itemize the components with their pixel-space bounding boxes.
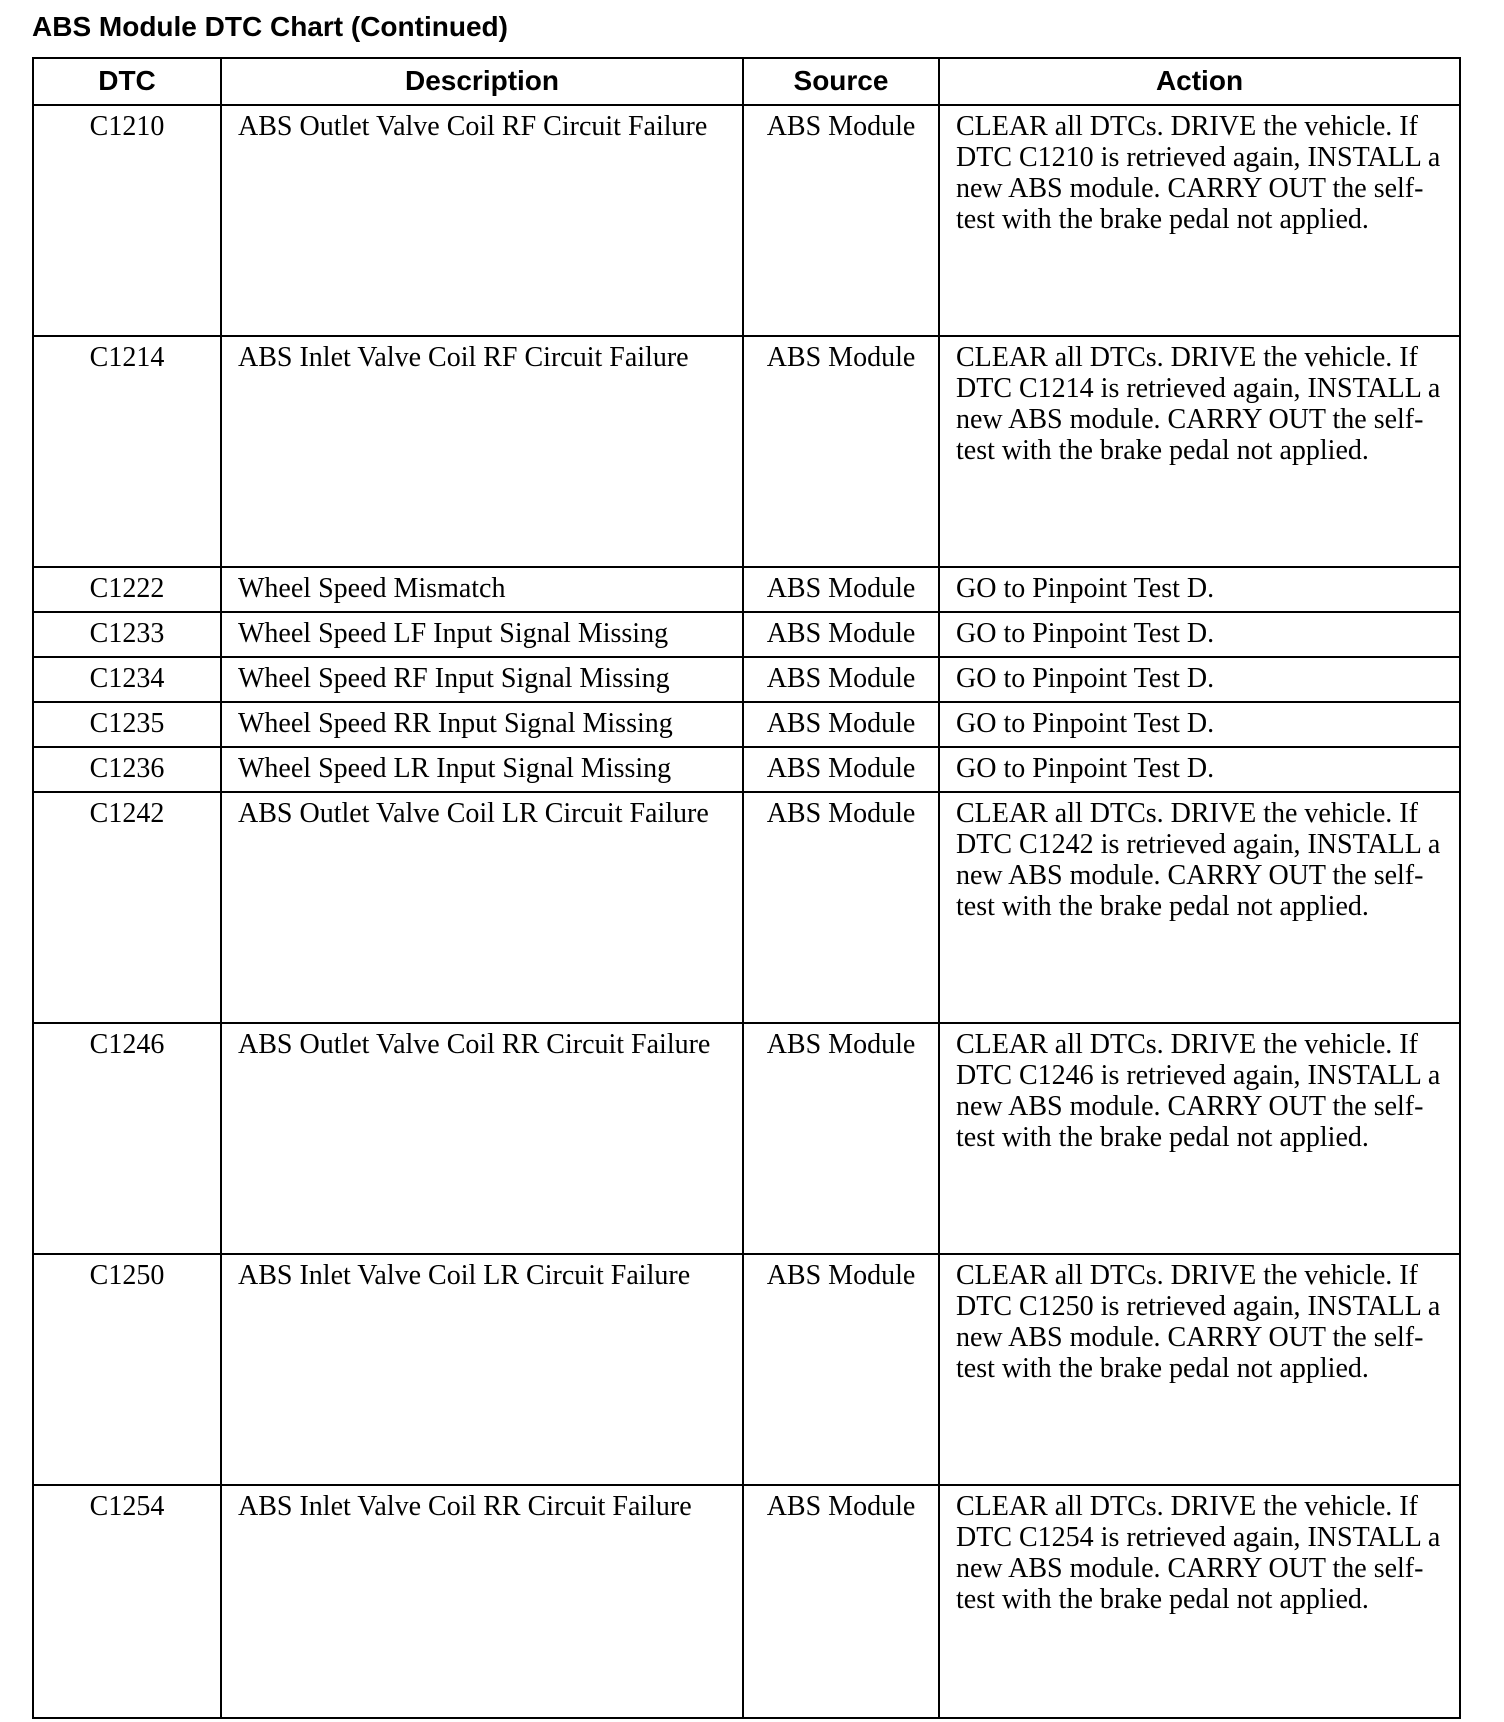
dtc-action: GO to Pinpoint Test D.: [939, 612, 1460, 657]
dtc-action: CLEAR all DTCs. DRIVE the vehicle. If DTC C1254 is retrieved again, INSTALL a new ABS module. CARRY OUT the self-test with the brake pedal not applied.: [939, 1485, 1460, 1718]
dtc-table: [32, 57, 1461, 1719]
page-title: ABS Module DTC Chart (Continued): [32, 11, 508, 42]
dtc-action: CLEAR all DTCs. DRIVE the vehicle. If DTC C1210 is retrieved again, INSTALL a new ABS module. CARRY OUT the self-test with the brake pedal not applied.: [939, 105, 1460, 336]
dtc-source: ABS Module: [743, 105, 939, 336]
dtc-description: ABS Inlet Valve Coil LR Circuit Failure: [221, 1254, 743, 1485]
dtc-code: C1214: [33, 336, 221, 567]
dtc-action: GO to Pinpoint Test D.: [939, 567, 1460, 612]
table-row: [33, 336, 1460, 567]
table-row: [33, 105, 1460, 336]
dtc-description: ABS Outlet Valve Coil LR Circuit Failure: [221, 792, 743, 1023]
dtc-action: CLEAR all DTCs. DRIVE the vehicle. If DTC C1246 is retrieved again, INSTALL a new ABS module. CARRY OUT the self-test with the brake pedal not applied.: [939, 1023, 1460, 1254]
table-row: [33, 792, 1460, 1023]
dtc-code: C1250: [33, 1254, 221, 1485]
dtc-description: Wheel Speed RR Input Signal Missing: [221, 702, 743, 747]
table-row: [33, 702, 1460, 747]
dtc-action: CLEAR all DTCs. DRIVE the vehicle. If DTC C1250 is retrieved again, INSTALL a new ABS module. CARRY OUT the self-test with the brake pedal not applied.: [939, 1254, 1460, 1485]
dtc-description: ABS Inlet Valve Coil RF Circuit Failure: [221, 336, 743, 567]
dtc-code: C1254: [33, 1485, 221, 1718]
dtc-source: ABS Module: [743, 1254, 939, 1485]
dtc-description: ABS Inlet Valve Coil RR Circuit Failure: [221, 1485, 743, 1718]
table-header-row: [33, 58, 1460, 105]
dtc-code: C1233: [33, 612, 221, 657]
dtc-code: C1246: [33, 1023, 221, 1254]
table-row: [33, 747, 1460, 792]
dtc-action: CLEAR all DTCs. DRIVE the vehicle. If DTC C1214 is retrieved again, INSTALL a new ABS module. CARRY OUT the self-test with the brake pedal not applied.: [939, 336, 1460, 567]
dtc-source: ABS Module: [743, 792, 939, 1023]
dtc-description: ABS Outlet Valve Coil RR Circuit Failure: [221, 1023, 743, 1254]
dtc-source: ABS Module: [743, 567, 939, 612]
dtc-description: ABS Outlet Valve Coil RF Circuit Failure: [221, 105, 743, 336]
table-row: [33, 1485, 1460, 1718]
dtc-description: Wheel Speed RF Input Signal Missing: [221, 657, 743, 702]
dtc-source: ABS Module: [743, 612, 939, 657]
header-description: Description: [221, 58, 743, 105]
dtc-code: C1210: [33, 105, 221, 336]
dtc-source: ABS Module: [743, 747, 939, 792]
table-row: [33, 1023, 1460, 1254]
dtc-code: C1235: [33, 702, 221, 747]
dtc-code: C1234: [33, 657, 221, 702]
dtc-source: ABS Module: [743, 1023, 939, 1254]
dtc-description: Wheel Speed LF Input Signal Missing: [221, 612, 743, 657]
table-row: [33, 657, 1460, 702]
dtc-source: ABS Module: [743, 1485, 939, 1718]
dtc-action: GO to Pinpoint Test D.: [939, 657, 1460, 702]
dtc-code: C1222: [33, 567, 221, 612]
dtc-code: C1242: [33, 792, 221, 1023]
header-dtc: DTC: [33, 58, 221, 105]
table-row: [33, 567, 1460, 612]
dtc-source: ABS Module: [743, 702, 939, 747]
dtc-source: ABS Module: [743, 657, 939, 702]
header-action: Action: [939, 58, 1460, 105]
table-row: [33, 1254, 1460, 1485]
dtc-action: CLEAR all DTCs. DRIVE the vehicle. If DTC C1242 is retrieved again, INSTALL a new ABS module. CARRY OUT the self-test with the brake pedal not applied.: [939, 792, 1460, 1023]
dtc-code: C1236: [33, 747, 221, 792]
table-row: [33, 612, 1460, 657]
dtc-action: GO to Pinpoint Test D.: [939, 702, 1460, 747]
dtc-description: Wheel Speed Mismatch: [221, 567, 743, 612]
dtc-description: Wheel Speed LR Input Signal Missing: [221, 747, 743, 792]
header-source: Source: [743, 58, 939, 105]
dtc-source: ABS Module: [743, 336, 939, 567]
dtc-action: GO to Pinpoint Test D.: [939, 747, 1460, 792]
